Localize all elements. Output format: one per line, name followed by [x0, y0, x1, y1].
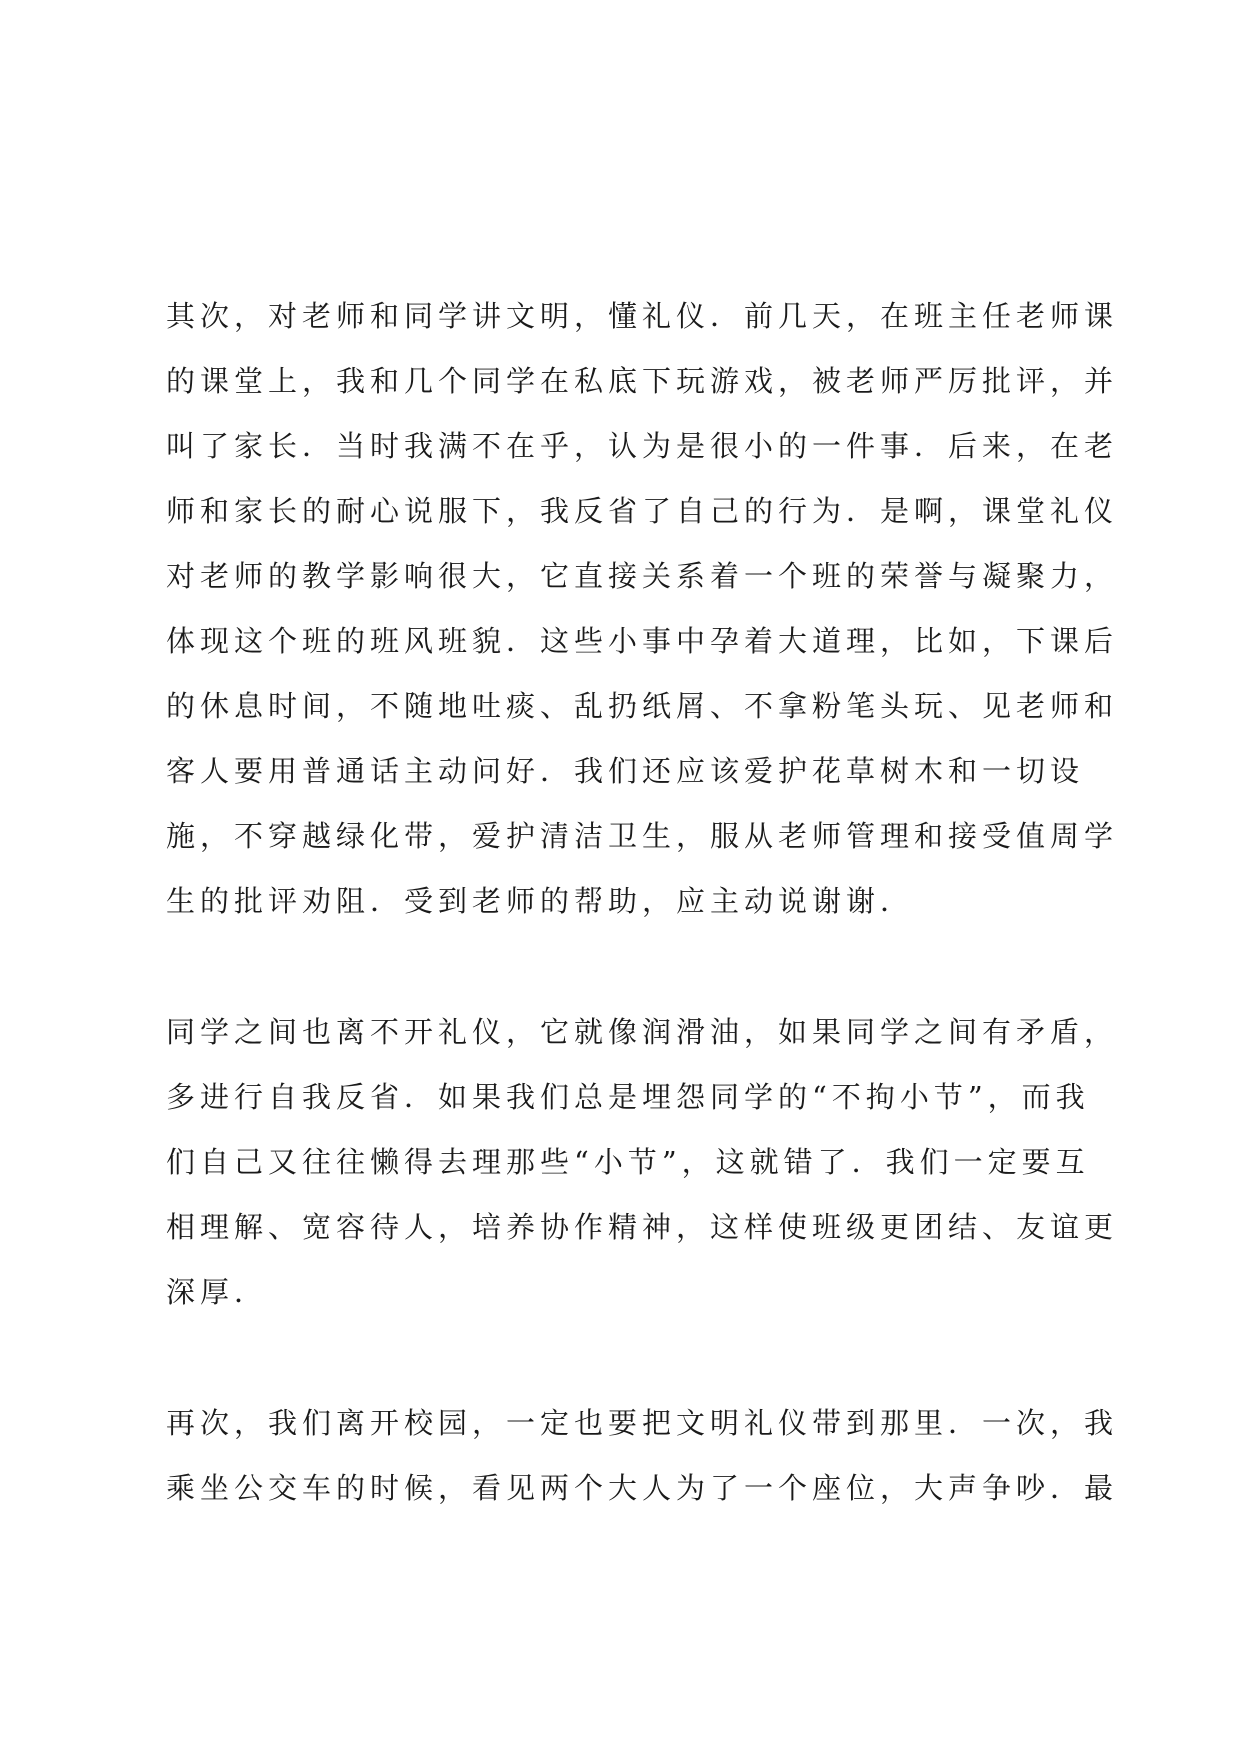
text-line: 体现这个班的班风班貌．这些小事中孕着大道理，比如，下课后 [166, 624, 1119, 658]
text-line: 的休息时间，不随地吐痰、乱扔纸屑、不拿粉笔头玩、见老师和 [166, 689, 1119, 723]
text-line: 师和家长的耐心说服下，我反省了自己的行为．是啊，课堂礼仪 [166, 494, 1119, 528]
document-body [166, 284, 1119, 1521]
text-line: 客人要用普通话主动问好．我们还应该爱护花草树木和一切设 [166, 754, 1085, 788]
text-line: 生的批评劝阻．受到老师的帮助，应主动说谢谢． [166, 884, 915, 918]
text-line: 对老师的教学影响很大，它直接关系着一个班的荣誉与凝聚力， [166, 559, 1119, 593]
paragraph-spacer [166, 934, 1090, 1000]
text-line: 们自己又往往懒得去理那些“小节”，这就错了．我们一定要互 [166, 1145, 1090, 1179]
text-line: 多进行自我反省．如果我们总是埋怨同学的“不拘小节”，而我 [166, 1080, 1090, 1114]
text-line: 叫了家长．当时我满不在乎，认为是很小的一件事．后来，在老 [166, 429, 1119, 463]
paragraph-3 [166, 1391, 1119, 1521]
text-line: 深厚． [166, 1275, 269, 1309]
text-line: 乘坐公交车的时候，看见两个大人为了一个座位，大声争吵．最 [166, 1471, 1119, 1505]
paragraph-1 [166, 284, 1119, 934]
text-line: 的课堂上，我和几个同学在私底下玩游戏，被老师严厉批评，并 [166, 364, 1119, 398]
text-line: 同学之间也离不开礼仪，它就像润滑油，如果同学之间有矛盾， [166, 1015, 1119, 1049]
text-line: 再次，我们离开校园，一定也要把文明礼仪带到那里．一次，我 [166, 1406, 1119, 1440]
paragraph-2 [166, 1000, 1119, 1325]
text-line: 其次，对老师和同学讲文明，懂礼仪．前几天，在班主任老师课 [166, 299, 1119, 333]
text-line: 施，不穿越绿化带，爱护清洁卫生，服从老师管理和接受值周学 [166, 819, 1119, 853]
paragraph-spacer [166, 1325, 1090, 1391]
text-line: 相理解、宽容待人，培养协作精神，这样使班级更团结、友谊更 [166, 1210, 1119, 1244]
